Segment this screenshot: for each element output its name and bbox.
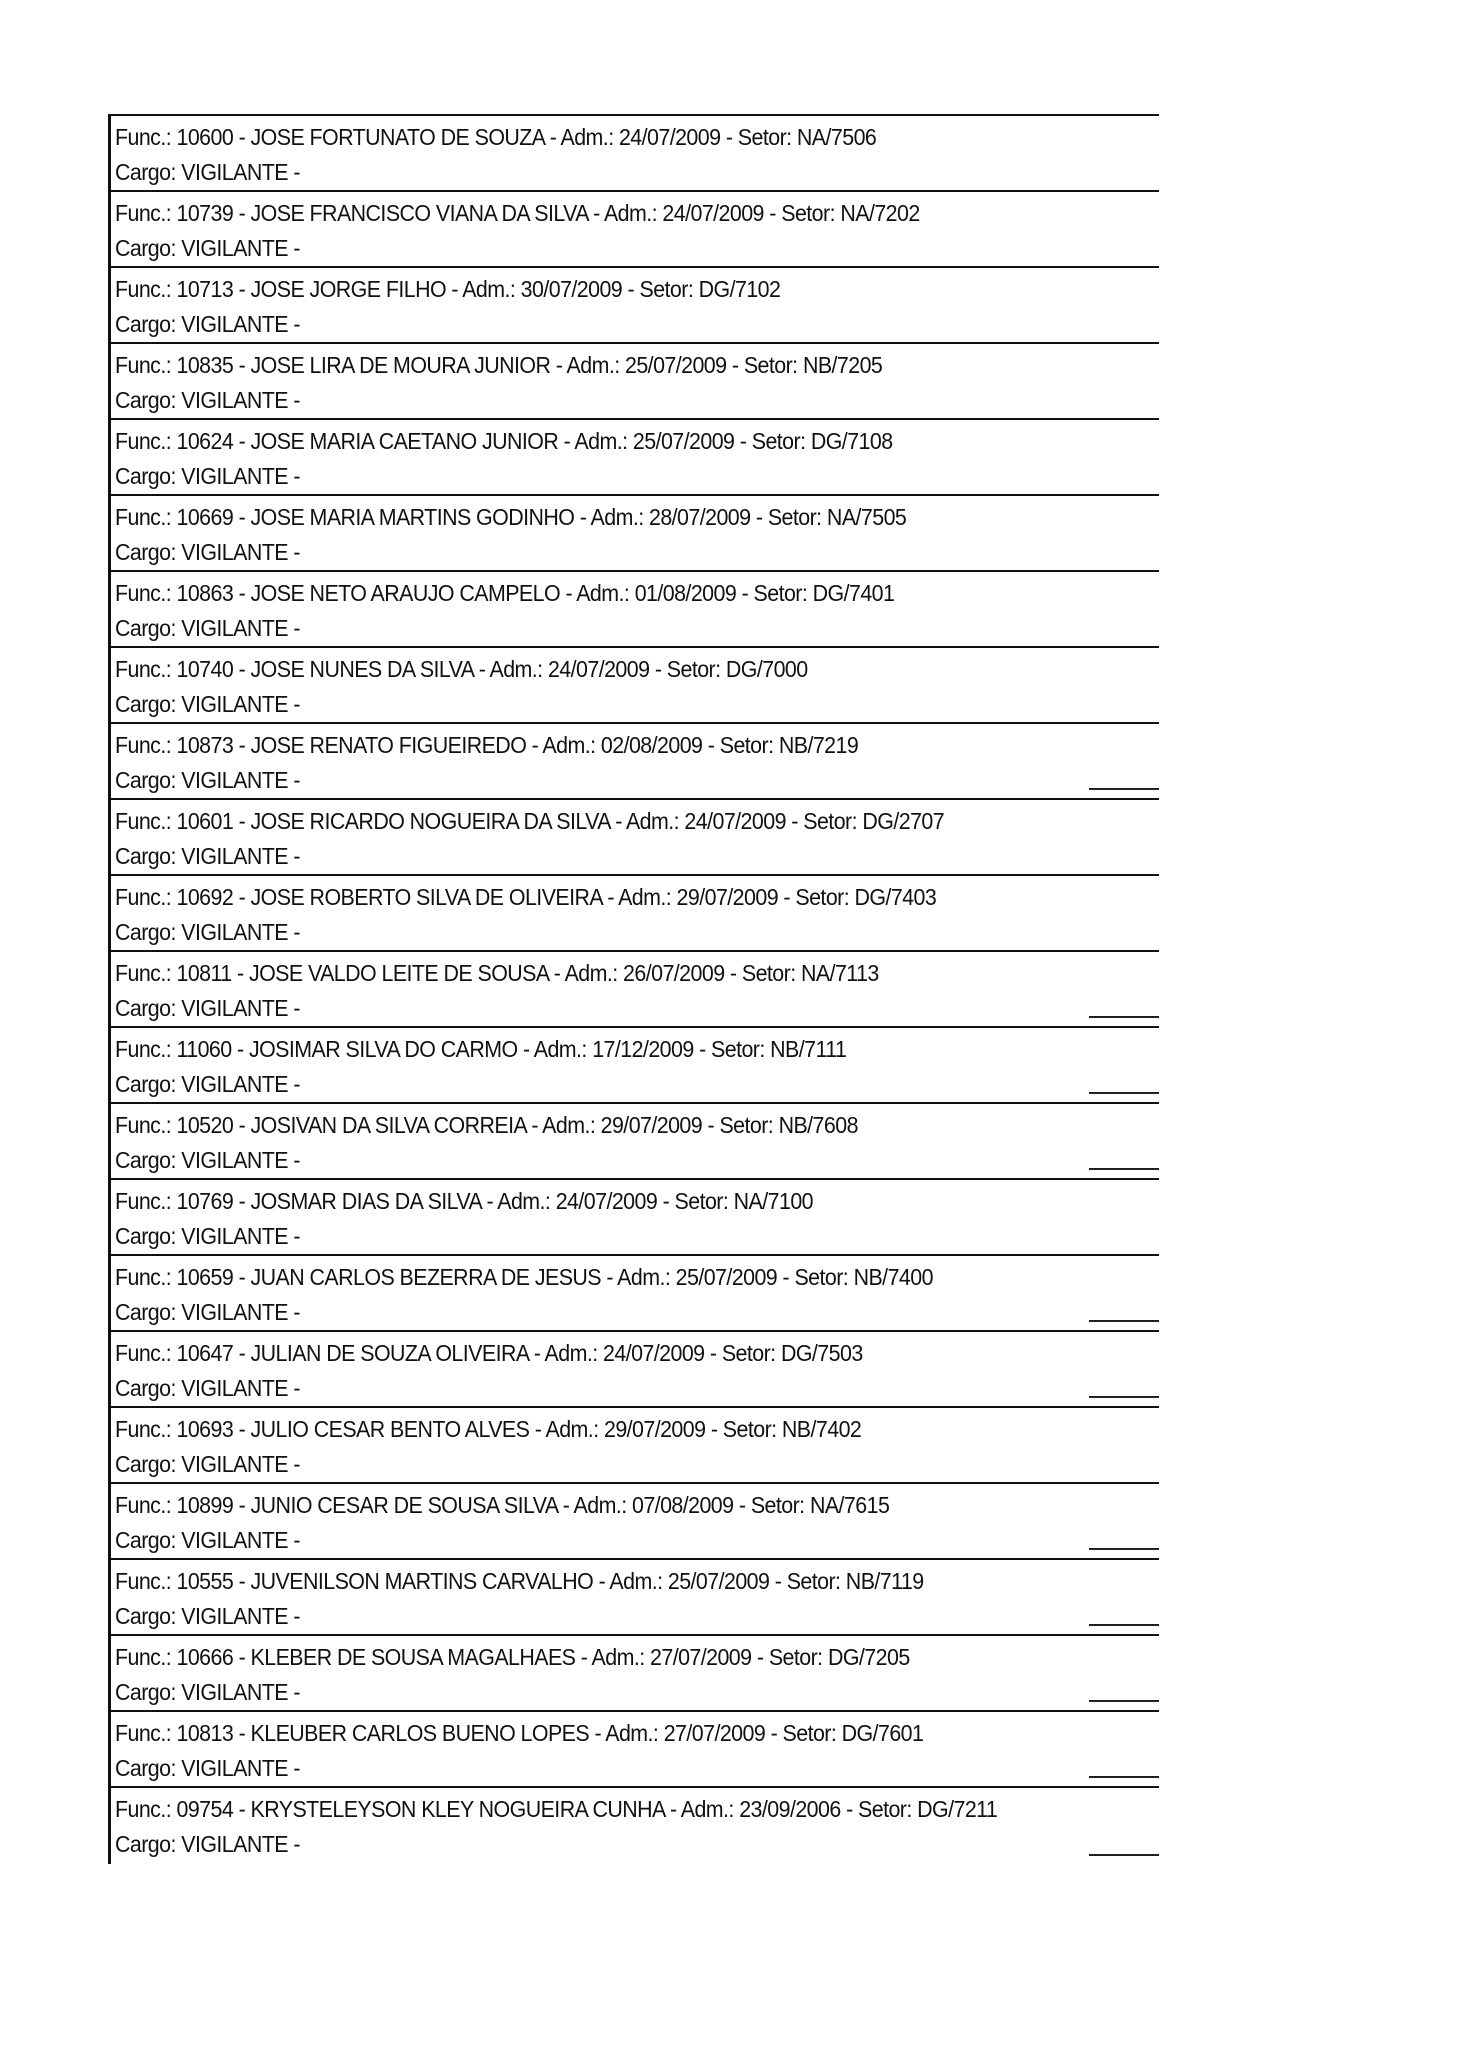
employee-name: KRYSTELEYSON KLEY NOGUEIRA CUNHA: [250, 1796, 665, 1822]
sector-code: NB/7111: [770, 1036, 847, 1062]
sector-label: Setor:: [858, 1796, 912, 1822]
sector-label: Setor:: [639, 276, 694, 302]
role-value: VIGILANTE -: [181, 235, 300, 261]
employee-id: 10624: [176, 428, 234, 454]
func-label: Func.:: [115, 352, 172, 378]
employee-role-line: [115, 387, 300, 413]
employee-role-line: [115, 995, 300, 1021]
sector-code: NB/7402: [781, 1416, 862, 1442]
sector-code: DG/7403: [854, 884, 937, 910]
employee-header-line: Func.: 10713 - JOSE JORGE FILHO - Adm.: 30/07/2009 - Setor: DG/7102: [115, 276, 781, 302]
employee-header-line: Func.: 10863 - JOSE NETO ARAUJO CAMPELO - Adm.: 01/08/2009 - Setor: DG/7401: [115, 580, 895, 606]
func-label: Func.:: [115, 1112, 172, 1138]
employee-name: JOSE NUNES DA SILVA: [250, 656, 474, 682]
role-value: VIGILANTE -: [181, 1527, 300, 1553]
admission-date: 17/12/2009: [592, 1036, 694, 1062]
admission-date: 02/08/2009: [600, 732, 703, 758]
employee-list: [108, 114, 1159, 1864]
role-label: Cargo:: [115, 1603, 176, 1629]
admission-date: 28/07/2009: [648, 504, 751, 530]
admission-date: 24/07/2009: [603, 1340, 705, 1366]
signature-line: [1089, 1700, 1159, 1702]
employee-record: [111, 1256, 1159, 1332]
admission-date: 24/07/2009: [618, 124, 721, 150]
role-label: Cargo:: [115, 1071, 176, 1097]
sector-code: NA/7506: [796, 124, 877, 150]
signature-line: [1089, 1854, 1159, 1856]
employee-role-line: [115, 311, 300, 337]
func-label: Func.:: [115, 200, 172, 226]
employee-header-line: Func.: 10601 - JOSE RICARDO NOGUEIRA DA SILVA - Adm.: 24/07/2009 - Setor: DG/2707: [115, 808, 945, 834]
func-label: Func.:: [115, 808, 172, 834]
employee-header-line: Func.: 10659 - JUAN CARLOS BEZERRA DE JESUS - Adm.: 25/07/2009 - Setor: NB/7400: [115, 1264, 933, 1290]
sector-label: Setor:: [743, 352, 798, 378]
admission-date: 29/07/2009: [600, 1112, 703, 1138]
employee-header-line: Func.: 10647 - JULIAN DE SOUZA OLIVEIRA - Adm.: 24/07/2009 - Setor: DG/7503: [115, 1340, 863, 1366]
employee-name: JOSE FORTUNATO DE SOUZA: [250, 124, 545, 150]
sector-code: DG/2707: [862, 808, 945, 834]
admission-date: 01/08/2009: [634, 580, 737, 606]
role-value: VIGILANTE -: [181, 159, 300, 185]
sector-code: DG/7503: [780, 1340, 863, 1366]
admission-label: Adm.:: [544, 1340, 598, 1366]
employee-record: [111, 496, 1159, 572]
employee-role-line: [115, 159, 300, 185]
admission-date: 07/08/2009: [632, 1492, 734, 1518]
role-label: Cargo:: [115, 463, 176, 489]
admission-date: 25/07/2009: [667, 1568, 770, 1594]
employee-header-line: Func.: 10624 - JOSE MARIA CAETANO JUNIOR - Adm.: 25/07/2009 - Setor: DG/7108: [115, 428, 893, 454]
employee-header-line: Func.: 10899 - JUNIO CESAR DE SOUSA SILVA - Adm.: 07/08/2009 - Setor: NA/7615: [115, 1492, 890, 1518]
admission-label: Adm.:: [542, 732, 596, 758]
employee-name: JOSE LIRA DE MOURA JUNIOR: [250, 352, 551, 378]
employee-record: [111, 952, 1159, 1028]
employee-header-line: Func.: 10769 - JOSMAR DIAS DA SILVA - Adm.: 24/07/2009 - Setor: NA/7100: [115, 1188, 813, 1214]
sector-code: DG/7601: [841, 1720, 924, 1746]
role-label: Cargo:: [115, 311, 176, 337]
sector-code: NB/7205: [802, 352, 883, 378]
employee-name: JOSMAR DIAS DA SILVA: [250, 1188, 482, 1214]
employee-role-line: [115, 1375, 300, 1401]
employee-header-line: Func.: 10835 - JOSE LIRA DE MOURA JUNIOR - Adm.: 25/07/2009 - Setor: NB/7205: [115, 352, 883, 378]
signature-line: [1089, 1776, 1159, 1778]
func-label: Func.:: [115, 1796, 172, 1822]
employee-name: JULIAN DE SOUZA OLIVEIRA: [250, 1340, 529, 1366]
role-label: Cargo:: [115, 159, 176, 185]
sector-code: NA/7113: [800, 960, 879, 986]
admission-date: 26/07/2009: [623, 960, 725, 986]
admission-label: Adm.:: [533, 1036, 587, 1062]
employee-id: 10835: [176, 352, 234, 378]
role-label: Cargo:: [115, 767, 176, 793]
sector-code: NB/7119: [845, 1568, 924, 1594]
employee-role-line: [115, 767, 300, 793]
employee-id: 10669: [176, 504, 234, 530]
employee-id: 11060: [176, 1036, 232, 1062]
sector-code: NB/7219: [778, 732, 859, 758]
admission-date: 25/07/2009: [632, 428, 735, 454]
employee-record: [111, 1484, 1159, 1560]
employee-id: 10813: [176, 1720, 234, 1746]
employee-id: 10601: [176, 808, 234, 834]
employee-id: 09754: [176, 1796, 234, 1822]
role-value: VIGILANTE -: [181, 767, 300, 793]
signature-line: [1089, 1092, 1159, 1094]
role-value: VIGILANTE -: [181, 1755, 300, 1781]
employee-record: [111, 116, 1159, 192]
admission-date: 25/07/2009: [625, 352, 727, 378]
employee-id: 10713: [176, 276, 234, 302]
employee-name: JUNIO CESAR DE SOUSA SILVA: [250, 1492, 558, 1518]
employee-header-line: Func.: 10600 - JOSE FORTUNATO DE SOUZA - Adm.: 24/07/2009 - Setor: NA/7506: [115, 124, 877, 150]
sector-label: Setor:: [711, 1036, 765, 1062]
role-value: VIGILANTE -: [181, 1375, 300, 1401]
employee-record: [111, 1788, 1159, 1864]
func-label: Func.:: [115, 1492, 172, 1518]
admission-date: 24/07/2009: [684, 808, 786, 834]
employee-role-line: [115, 1831, 300, 1857]
employee-record: [111, 1636, 1159, 1712]
role-label: Cargo:: [115, 235, 176, 261]
admission-label: Adm.:: [573, 1492, 627, 1518]
sector-label: Setor:: [795, 884, 850, 910]
employee-id: 10811: [176, 960, 232, 986]
employee-record: [111, 1408, 1159, 1484]
sector-label: Setor:: [794, 1264, 849, 1290]
employee-name: JUVENILSON MARTINS CARVALHO: [250, 1568, 594, 1594]
admission-label: Adm.:: [564, 960, 618, 986]
employee-header-line: Func.: 10555 - JUVENILSON MARTINS CARVALHO - Adm.: 25/07/2009 - Setor: NB/7119: [115, 1568, 924, 1594]
admission-label: Adm.:: [497, 1188, 551, 1214]
role-value: VIGILANTE -: [181, 539, 300, 565]
func-label: Func.:: [115, 960, 172, 986]
sector-label: Setor:: [782, 1720, 837, 1746]
func-label: Func.:: [115, 884, 172, 910]
sector-code: NA/7100: [733, 1188, 813, 1214]
employee-role-line: [115, 1755, 300, 1781]
employee-role-line: [115, 1451, 300, 1477]
func-label: Func.:: [115, 1036, 172, 1062]
employee-role-line: [115, 1071, 300, 1097]
func-label: Func.:: [115, 1416, 172, 1442]
employee-role-line: [115, 615, 300, 641]
employee-header-line: Func.: 10520 - JOSIVAN DA SILVA CORREIA - Adm.: 29/07/2009 - Setor: NB/7608: [115, 1112, 858, 1138]
sector-code: DG/7205: [827, 1644, 910, 1670]
admission-label: Adm.:: [590, 504, 644, 530]
admission-label: Adm.:: [576, 580, 630, 606]
sector-label: Setor:: [781, 200, 835, 226]
sector-code: DG/7102: [698, 276, 781, 302]
employee-record: [111, 1560, 1159, 1636]
admission-label: Adm.:: [462, 276, 516, 302]
role-label: Cargo:: [115, 1299, 176, 1325]
employee-id: 10647: [176, 1340, 234, 1366]
func-label: Func.:: [115, 124, 172, 150]
sector-label: Setor:: [674, 1188, 729, 1214]
sector-label: Setor:: [751, 428, 806, 454]
admission-label: Adm.:: [574, 428, 628, 454]
employee-id: 10520: [176, 1112, 234, 1138]
admission-label: Adm.:: [605, 1720, 659, 1746]
admission-label: Adm.:: [617, 1264, 671, 1290]
func-label: Func.:: [115, 732, 172, 758]
role-label: Cargo:: [115, 387, 176, 413]
sector-code: NA/7505: [826, 504, 907, 530]
employee-header-line: Func.: 10739 - JOSE FRANCISCO VIANA DA SILVA - Adm.: 24/07/2009 - Setor: NA/7202: [115, 200, 920, 226]
admission-label: Adm.:: [609, 1568, 663, 1594]
employee-header-line: Func.: 10740 - JOSE NUNES DA SILVA - Adm.: 24/07/2009 - Setor: DG/7000: [115, 656, 808, 682]
signature-line: [1089, 1320, 1159, 1322]
employee-name: JOSIVAN DA SILVA CORREIA: [250, 1112, 527, 1138]
employee-id: 10666: [176, 1644, 234, 1670]
employee-record: [111, 724, 1159, 800]
func-label: Func.:: [115, 580, 172, 606]
role-value: VIGILANTE -: [181, 995, 300, 1021]
employee-id: 10693: [176, 1416, 234, 1442]
employee-record: [111, 648, 1159, 724]
sector-label: Setor:: [719, 732, 774, 758]
role-label: Cargo:: [115, 1755, 176, 1781]
employee-header-line: Func.: 11060 - JOSIMAR SILVA DO CARMO - Adm.: 17/12/2009 - Setor: NB/7111: [115, 1036, 847, 1062]
admission-date: 24/07/2009: [555, 1188, 658, 1214]
role-value: VIGILANTE -: [181, 1451, 300, 1477]
employee-id: 10555: [176, 1568, 234, 1594]
employee-record: [111, 876, 1159, 952]
admission-label: Adm.:: [566, 352, 620, 378]
sector-label: Setor:: [737, 124, 792, 150]
employee-name: JOSE FRANCISCO VIANA DA SILVA: [250, 200, 588, 226]
employee-name: KLEUBER CARLOS BUENO LOPES: [250, 1720, 590, 1746]
employee-name: JOSE MARIA MARTINS GODINHO: [250, 504, 575, 530]
func-label: Func.:: [115, 428, 172, 454]
admission-date: 27/07/2009: [663, 1720, 766, 1746]
sector-code: DG/7211: [917, 1796, 998, 1822]
employee-role-line: [115, 235, 300, 261]
admission-date: 24/07/2009: [662, 200, 764, 226]
employee-name: JULIO CESAR BENTO ALVES: [250, 1416, 530, 1442]
employee-header-line: Func.: 10666 - KLEBER DE SOUSA MAGALHAES - Adm.: 27/07/2009 - Setor: DG/7205: [115, 1644, 910, 1670]
role-value: VIGILANTE -: [181, 1071, 300, 1097]
role-value: VIGILANTE -: [181, 311, 300, 337]
employee-id: 10769: [176, 1188, 234, 1214]
employee-id: 10739: [176, 200, 234, 226]
employee-header-line: Func.: 10693 - JULIO CESAR BENTO ALVES - Adm.: 29/07/2009 - Setor: NB/7402: [115, 1416, 862, 1442]
func-label: Func.:: [115, 1568, 172, 1594]
employee-role-line: [115, 1223, 300, 1249]
employee-role-line: [115, 1679, 300, 1705]
employee-role-line: [115, 843, 300, 869]
employee-record: [111, 572, 1159, 648]
role-value: VIGILANTE -: [181, 1831, 300, 1857]
employee-name: KLEBER DE SOUSA MAGALHAES: [250, 1644, 576, 1670]
employee-header-line: Func.: 10813 - KLEUBER CARLOS BUENO LOPES - Adm.: 27/07/2009 - Setor: DG/7601: [115, 1720, 924, 1746]
employee-role-line: [115, 463, 300, 489]
admission-label: Adm.:: [542, 1112, 596, 1138]
employee-name: JOSE RENATO FIGUEIREDO: [250, 732, 527, 758]
employee-record: [111, 800, 1159, 876]
func-label: Func.:: [115, 1188, 172, 1214]
role-label: Cargo:: [115, 1831, 176, 1857]
employee-name: JOSE JORGE FILHO: [250, 276, 447, 302]
employee-header-line: Func.: 10669 - JOSE MARIA MARTINS GODINHO - Adm.: 28/07/2009 - Setor: NA/7505: [115, 504, 907, 530]
role-label: Cargo:: [115, 919, 176, 945]
sector-label: Setor:: [721, 1340, 776, 1366]
employee-role-line: [115, 1527, 300, 1553]
admission-date: 25/07/2009: [675, 1264, 778, 1290]
signature-line: [1089, 788, 1159, 790]
admission-date: 23/09/2006: [739, 1796, 841, 1822]
employee-name: JOSE MARIA CAETANO JUNIOR: [250, 428, 559, 454]
sector-code: NA/7615: [809, 1492, 890, 1518]
sector-code: NB/7608: [778, 1112, 858, 1138]
func-label: Func.:: [115, 276, 172, 302]
admission-label: Adm.:: [603, 200, 658, 226]
sector-label: Setor:: [786, 1568, 841, 1594]
employee-role-line: [115, 1147, 300, 1173]
employee-role-line: [115, 1603, 300, 1629]
role-label: Cargo:: [115, 1679, 176, 1705]
admission-date: 24/07/2009: [547, 656, 650, 682]
sector-label: Setor:: [722, 1416, 777, 1442]
employee-record: [111, 1104, 1159, 1180]
sector-code: DG/7000: [725, 656, 808, 682]
employee-name: JOSIMAR SILVA DO CARMO: [248, 1036, 518, 1062]
employee-header-line: Func.: 10692 - JOSE ROBERTO SILVA DE OLIVEIRA - Adm.: 29/07/2009 - Setor: DG/7403: [115, 884, 937, 910]
admission-date: 27/07/2009: [650, 1644, 752, 1670]
sector-label: Setor:: [741, 960, 796, 986]
role-value: VIGILANTE -: [181, 1299, 300, 1325]
employee-name: JOSE RICARDO NOGUEIRA DA SILVA: [250, 808, 610, 834]
employee-id: 10873: [176, 732, 234, 758]
role-value: VIGILANTE -: [181, 1223, 300, 1249]
role-value: VIGILANTE -: [181, 463, 300, 489]
employee-record: [111, 268, 1159, 344]
employee-role-line: [115, 1299, 300, 1325]
func-label: Func.:: [115, 504, 172, 530]
role-label: Cargo:: [115, 995, 176, 1021]
employee-role-line: [115, 539, 300, 565]
admission-label: Adm.:: [489, 656, 543, 682]
role-value: VIGILANTE -: [181, 1603, 300, 1629]
employee-name: JOSE NETO ARAUJO CAMPELO: [250, 580, 561, 606]
role-label: Cargo:: [115, 843, 176, 869]
role-label: Cargo:: [115, 1147, 176, 1173]
signature-line: [1089, 1396, 1159, 1398]
employee-id: 10740: [176, 656, 234, 682]
func-label: Func.:: [115, 1340, 172, 1366]
admission-date: 30/07/2009: [520, 276, 623, 302]
employee-name: JUAN CARLOS BEZERRA DE JESUS: [250, 1264, 602, 1290]
employee-record: [111, 192, 1159, 268]
employee-record: [111, 344, 1159, 420]
role-value: VIGILANTE -: [181, 919, 300, 945]
role-label: Cargo:: [115, 539, 176, 565]
func-label: Func.:: [115, 1644, 172, 1670]
employee-header-line: Func.: 09754 - KRYSTELEYSON KLEY NOGUEIRA CUNHA - Adm.: 23/09/2006 - Setor: DG/7211: [115, 1796, 998, 1822]
employee-role-line: [115, 691, 300, 717]
employee-record: [111, 420, 1159, 496]
role-value: VIGILANTE -: [181, 1147, 300, 1173]
sector-label: Setor:: [719, 1112, 774, 1138]
role-label: Cargo:: [115, 1375, 176, 1401]
role-value: VIGILANTE -: [181, 1679, 300, 1705]
signature-line: [1089, 1548, 1159, 1550]
admission-label: Adm.:: [680, 1796, 734, 1822]
role-value: VIGILANTE -: [181, 387, 300, 413]
sector-code: NA/7202: [840, 200, 920, 226]
employee-id: 10692: [176, 884, 234, 910]
role-value: VIGILANTE -: [181, 615, 300, 641]
sector-label: Setor:: [666, 656, 721, 682]
role-value: VIGILANTE -: [181, 691, 300, 717]
employee-record: [111, 1712, 1159, 1788]
employee-role-line: [115, 919, 300, 945]
role-value: VIGILANTE -: [181, 843, 300, 869]
sector-label: Setor:: [750, 1492, 805, 1518]
sector-code: DG/7108: [810, 428, 893, 454]
sector-label: Setor:: [768, 1644, 823, 1670]
sector-code: NB/7400: [853, 1264, 933, 1290]
admission-label: Adm.:: [625, 808, 680, 834]
signature-line: [1089, 1016, 1159, 1018]
sector-code: DG/7401: [812, 580, 895, 606]
signature-line: [1089, 1624, 1159, 1626]
func-label: Func.:: [115, 1264, 172, 1290]
admission-date: 29/07/2009: [676, 884, 779, 910]
employee-id: 10659: [176, 1264, 234, 1290]
employee-name: JOSE ROBERTO SILVA DE OLIVEIRA: [250, 884, 602, 910]
sector-label: Setor:: [767, 504, 822, 530]
func-label: Func.:: [115, 656, 172, 682]
employee-id: 10899: [176, 1492, 234, 1518]
admission-date: 29/07/2009: [603, 1416, 706, 1442]
sector-label: Setor:: [803, 808, 857, 834]
employee-record: [111, 1180, 1159, 1256]
employee-name: JOSE VALDO LEITE DE SOUSA: [248, 960, 549, 986]
admission-label: Adm.:: [545, 1416, 599, 1442]
employee-record: [111, 1332, 1159, 1408]
role-label: Cargo:: [115, 1451, 176, 1477]
employee-header-line: Func.: 10873 - JOSE RENATO FIGUEIREDO - Adm.: 02/08/2009 - Setor: NB/7219: [115, 732, 859, 758]
admission-label: Adm.:: [591, 1644, 645, 1670]
role-label: Cargo:: [115, 1223, 176, 1249]
employee-header-line: Func.: 10811 - JOSE VALDO LEITE DE SOUSA - Adm.: 26/07/2009 - Setor: NA/7113: [115, 960, 879, 986]
role-label: Cargo:: [115, 615, 176, 641]
sector-label: Setor:: [753, 580, 808, 606]
role-label: Cargo:: [115, 691, 176, 717]
employee-id: 10600: [176, 124, 234, 150]
admission-label: Adm.:: [560, 124, 614, 150]
role-label: Cargo:: [115, 1527, 176, 1553]
employee-id: 10863: [176, 580, 234, 606]
func-label: Func.:: [115, 1720, 172, 1746]
admission-label: Adm.:: [618, 884, 672, 910]
signature-line: [1089, 1168, 1159, 1170]
employee-record: [111, 1028, 1159, 1104]
